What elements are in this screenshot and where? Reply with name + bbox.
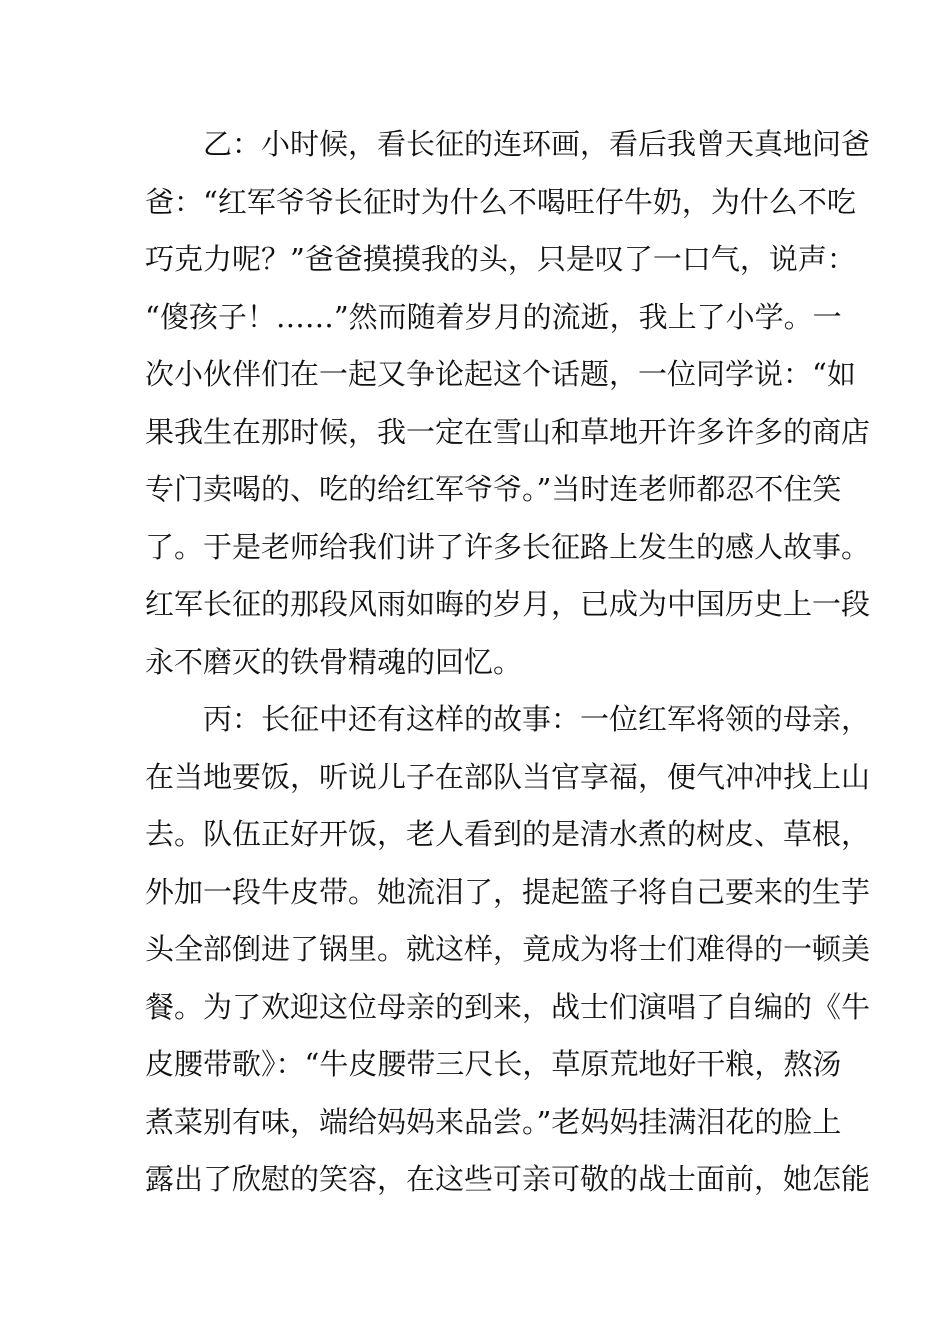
paragraph-bing xyxy=(145,691,871,1209)
text-line: 外加一段牛皮带。她流泪了，提起篮子将自己要来的生芋 xyxy=(145,874,871,909)
paragraph-yi xyxy=(145,116,871,691)
text-line: 露出了欣慰的笑容，在这些可亲可敬的战士面前，她怎能 xyxy=(145,1162,871,1196)
text-line: 在当地要饭，听说儿子在部队当官享福，便气冲冲找上山 xyxy=(145,759,871,794)
text-line: 煮菜别有味，端给妈妈来品尝。”老妈妈挂满泪花的脸上 xyxy=(145,1104,842,1139)
text-line: 丙：长征中还有这样的故事：一位红军将领的母亲， xyxy=(203,702,871,736)
text-line: 皮腰带歌》：“牛皮腰带三尺长，草原荒地好干粮，熬汤 xyxy=(145,1047,842,1081)
text-line: 餐。为了欢迎这位母亲的到来，战士们演唱了自编的《牛 xyxy=(145,989,871,1024)
text-line: 了。于是老师给我们讲了许多长征路上发生的感人故事。 xyxy=(145,529,871,564)
text-line: 永不磨灭的铁骨精魂的回忆。 xyxy=(145,644,523,679)
text-line: 果我生在那时候，我一定在雪山和草地开许多许多的商店 xyxy=(145,414,871,449)
text-line: 次小伙伴们在一起又争论起这个话题，一位同学说：“如 xyxy=(145,357,856,391)
text-line: “傻孩子！……”然而随着岁月的流逝，我上了小学。一 xyxy=(145,299,842,334)
text-line: 红军长征的那段风雨如晦的岁月，已成为中国历史上一段 xyxy=(145,587,871,621)
text-line: 爸：“红军爷爷长征时为什么不喝旺仔牛奶，为什么不吃 xyxy=(145,184,856,219)
text-line: 乙：小时候，看长征的连环画，看后我曾天真地问爸 xyxy=(203,127,871,161)
document-body xyxy=(145,116,871,1209)
text-line: 头全部倒进了锅里。就这样，竟成为将士们难得的一顿美 xyxy=(145,932,871,966)
text-line: 巧克力呢？”爸爸摸摸我的头，只是叹了一口气，说声： xyxy=(145,242,856,276)
text-line: 专门卖喝的、吃的给红军爷爷。”当时连老师都忍不住笑 xyxy=(145,472,842,506)
text-line: 去。队伍正好开饭，老人看到的是清水煮的树皮、草根， xyxy=(145,817,871,851)
